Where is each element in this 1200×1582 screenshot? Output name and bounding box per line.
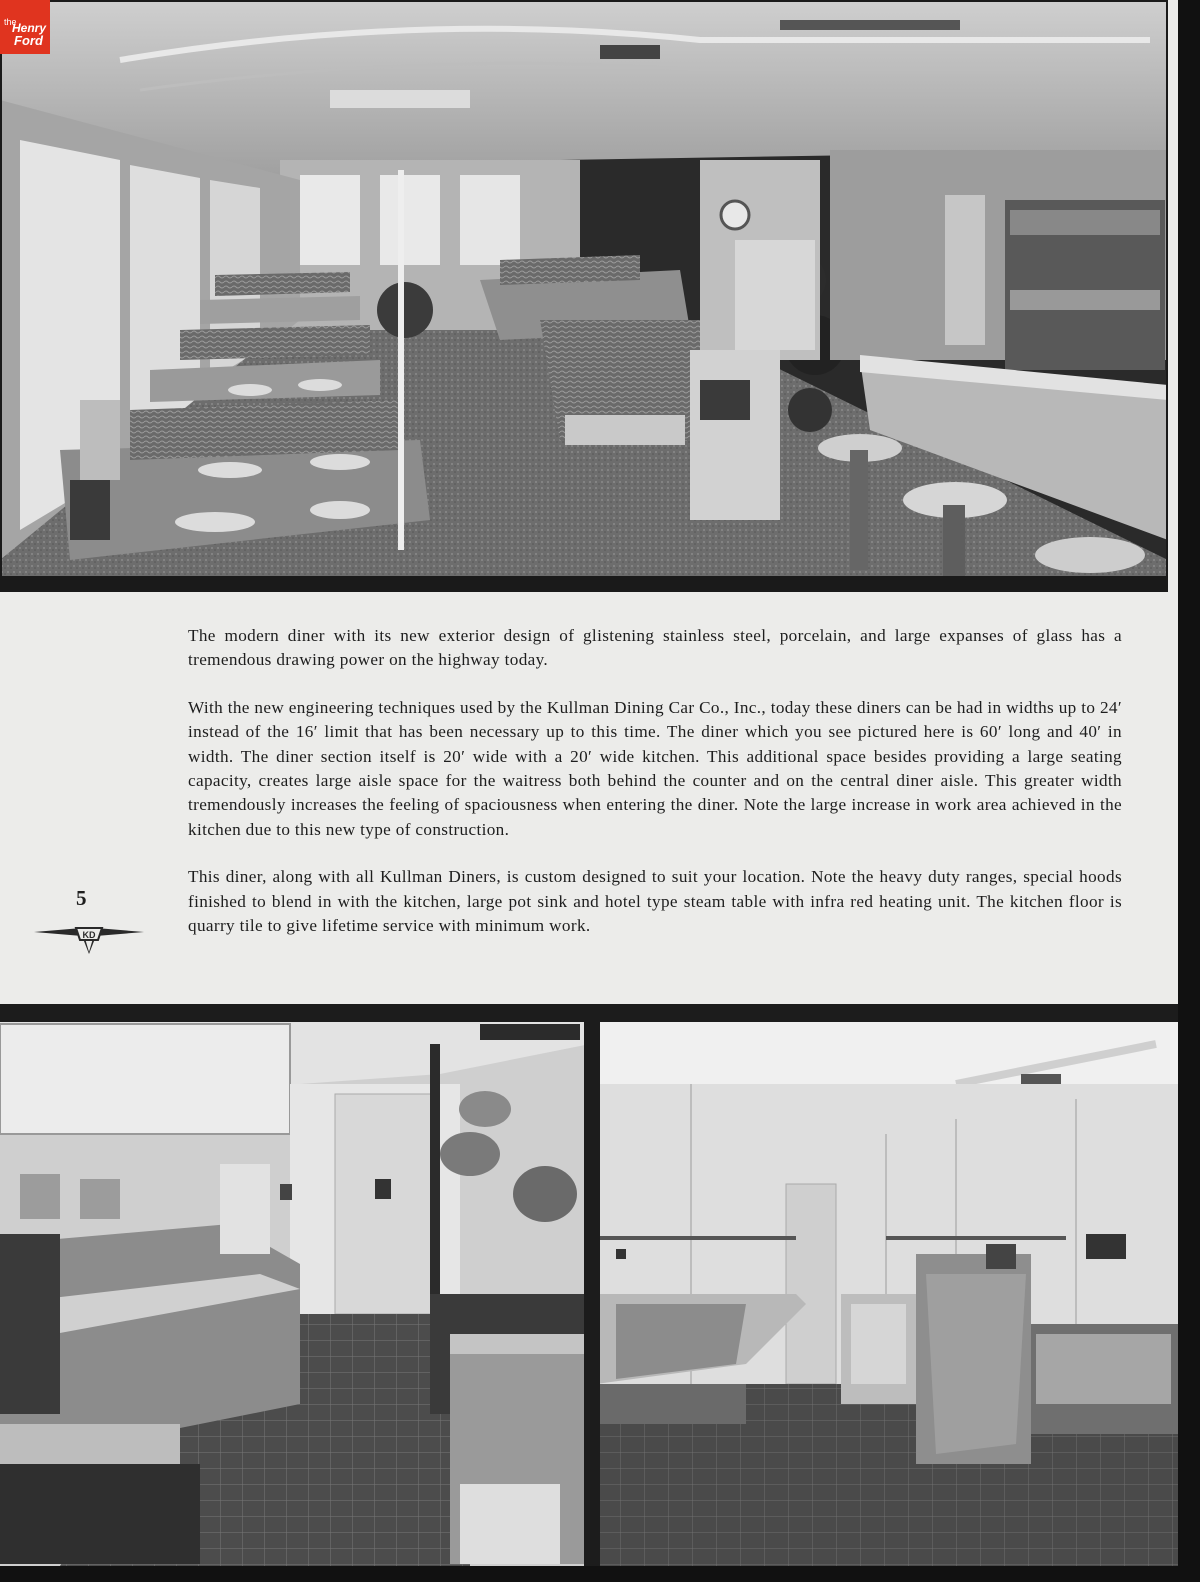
logo-henry: Henry: [12, 21, 47, 35]
henry-ford-logo: [0, 0, 50, 54]
logo-the: the: [4, 17, 17, 27]
kd-emblem-icon: [34, 918, 144, 954]
emblem-text: KD: [82, 930, 96, 940]
page-number: 5: [76, 886, 87, 910]
body-text: [188, 624, 1122, 961]
paragraph: This diner, along with all Kullman Diners, is custom designed to suit your location. Note the heavy duty ranges, special hoods finished to blend in with the kitchen, large pot sink and hotel type steam table with infra red heating unit. The kitchen floor is quarry tile to give lifetime service with minimum work.: [188, 867, 1122, 936]
paragraph: With the new engineering techniques used by the Kullman Dining Car Co., Inc., today these diners can be had in widths up to 24′ instead of the 16′ limit that has been necessary up to this time. The diner which you see pictured here is 60′ long and 40′ in width. The diner section itself is 20′ wide with a 20′ wide kitchen. This additional space besides providing a large seating capacity, creates large aisle space for the waitress both behind the counter and on the central diner aisle. This greater width tremendously increases the feeling of spaciousness when entering the diner. Note the large increase in work area achieved in the kitchen due to this new type of construction.: [188, 697, 1122, 839]
logo-ford: Ford: [14, 33, 43, 48]
photo-divider: [584, 1004, 600, 1566]
kitchen-photo-right: [596, 1004, 1178, 1566]
kitchen-photo-left: [0, 1004, 590, 1566]
paragraph: The modern diner with its new exterior design of glistening stainless steel, porcelain, and large expanses of glass has a tremendous drawing power on the highway today.: [188, 626, 1122, 670]
diner-interior-photo: [0, 0, 1168, 592]
